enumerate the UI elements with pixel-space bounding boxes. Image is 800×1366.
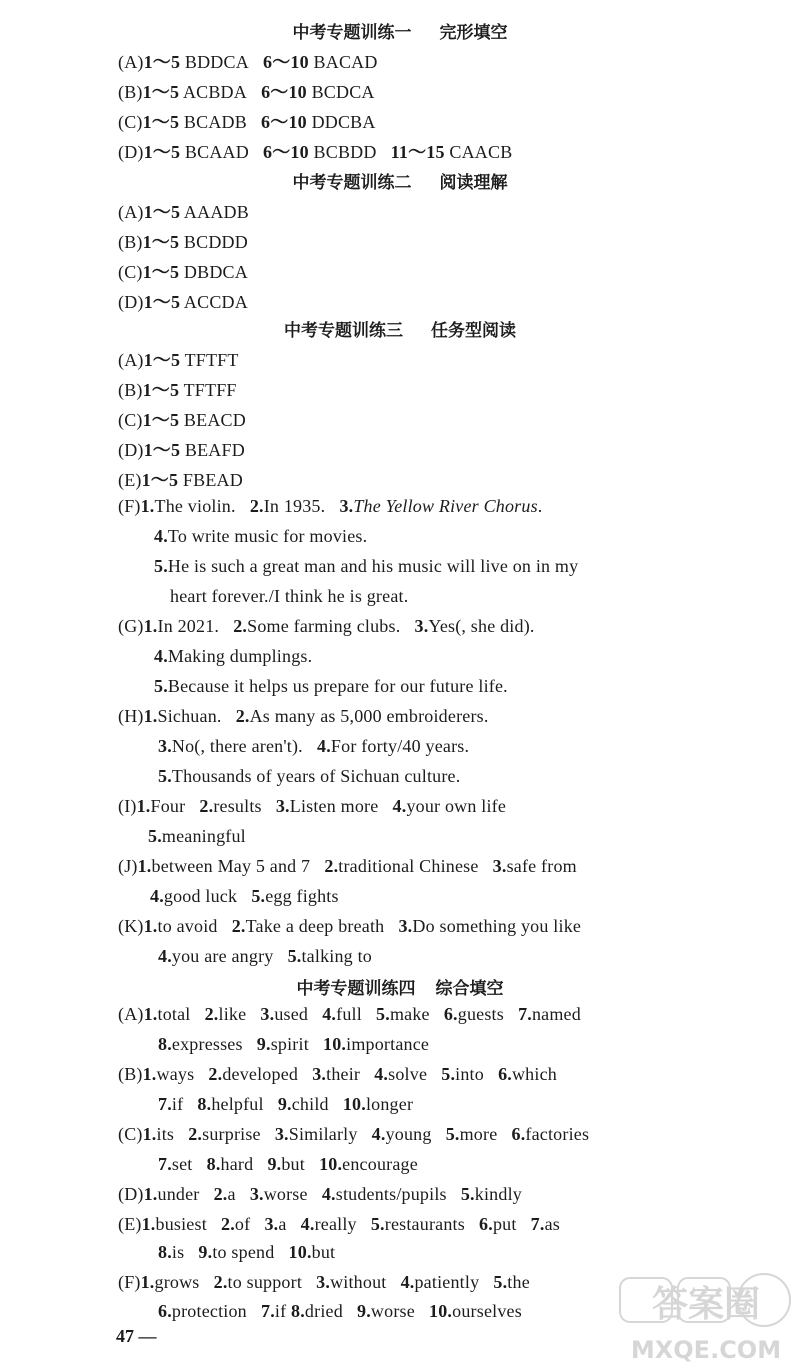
answer-line: 5.Because it helps us prepare for our future life.	[154, 676, 508, 696]
answer-line: (K)1.to avoid 2.Take a deep breath 3.Do something you like	[118, 916, 582, 936]
answer-line: heart forever./I think he is great.	[170, 586, 409, 606]
answer-line: (A)1～5 AAADB	[118, 202, 249, 222]
section-title-main: 中考专题训练四	[296, 979, 416, 999]
answer-line: (C)1～5 DBDCA	[118, 262, 248, 282]
answer-line: (G)1.In 2021. 2.Some farming clubs. 3.Yes(, she did).	[118, 616, 535, 636]
section-title-sub: 综合填空	[435, 979, 504, 999]
answer-line: (A)1～5 TFTFT	[118, 350, 239, 370]
section-title	[0, 18, 800, 43]
answer-line: 7.if 8.helpful 9.child 10.longer	[158, 1094, 414, 1114]
answer-line: (D)1～5 BCAAD 6～10 BCBDD 11～15 CAACB	[118, 142, 513, 162]
answer-line: 4.Making dumplings.	[154, 646, 313, 666]
section-title-sub: 任务型阅读	[431, 321, 516, 341]
answer-line: (D)1.under 2.a 3.worse 4.students/pupils 5.kindly	[118, 1184, 522, 1204]
section-title-main: 中考专题训练一	[292, 23, 412, 43]
section-title-main: 中考专题训练三	[284, 321, 403, 341]
answer-line: (D)1～5 ACCDA	[118, 292, 248, 312]
answer-line: (A)1.total 2.like 3.used 4.full 5.make 6.guests 7.named	[118, 1004, 581, 1024]
answer-line: (J)1.between May 5 and 7 2.traditional Chinese 3.safe from	[118, 856, 577, 876]
answer-line: 3.No(, there aren't). 4.For forty/40 years.	[158, 736, 470, 756]
answer-line: (E)1～5 FBEAD	[118, 470, 243, 490]
section-title	[0, 316, 800, 341]
answer-line: 8.expresses 9.spirit 10.importance	[158, 1034, 430, 1054]
section-title-sub: 完形填空	[439, 23, 508, 43]
answer-line: (C)1～5 BEACD	[118, 410, 246, 430]
answer-line: (C)1～5 BCADB 6～10 DDCBA	[118, 112, 376, 132]
answer-line: (C)1.its 2.surprise 3.Similarly 4.young 5.more 6.factories	[118, 1124, 590, 1144]
answer-line: 7.set 8.hard 9.but 10.encourage	[158, 1154, 418, 1174]
watermark-bottom-text: MXQE.COM	[630, 1336, 782, 1364]
answer-line: (B)1～5 BCDDD	[118, 232, 248, 252]
section-title	[0, 974, 800, 999]
answer-line: 4.you are angry 5.talking to	[158, 946, 372, 966]
answer-line: (I)1.Four 2.results 3.Listen more 4.your own life	[118, 796, 507, 816]
answer-line: 4.To write music for movies.	[154, 526, 368, 546]
answer-line: (D)1～5 BEAFD	[118, 440, 245, 460]
section-title	[0, 168, 800, 193]
answer-line: (B)1～5 TFTFF	[118, 380, 237, 400]
watermark-top-text: 答案圈	[651, 1284, 761, 1325]
answer-line: (A)1～5 BDDCA 6～10 BACAD	[118, 52, 378, 72]
section-title-sub: 阅读理解	[439, 173, 508, 193]
answer-line: 5.meaningful	[148, 826, 246, 846]
answer-line: (B)1.ways 2.developed 3.their 4.solve 5.into 6.which	[118, 1064, 557, 1084]
answer-line: (F)1.The violin. 2.In 1935. 3.The Yellow River Chorus.	[118, 496, 543, 516]
answer-line: 5.He is such a great man and his music will live on in my	[154, 556, 579, 576]
answer-line: (F)1.grows 2.to support 3.without 4.patiently 5.the	[118, 1272, 530, 1292]
answer-line: 5.Thousands of years of Sichuan culture.	[158, 766, 461, 786]
watermark-logo	[612, 1268, 800, 1366]
answer-line: (B)1～5 ACBDA 6～10 BCDCA	[118, 82, 375, 102]
answer-line: 4.good luck 5.egg fights	[150, 886, 339, 906]
page-number: 47 —	[116, 1326, 157, 1346]
answer-line: 6.protection 7.if 8.dried 9.worse 10.ourselves	[158, 1301, 522, 1321]
answer-line: (E)1.busiest 2.of 3.a 4.really 5.restaurants 6.put 7.as	[118, 1214, 560, 1234]
answer-line: 8.is 9.to spend 10.but	[158, 1242, 336, 1262]
answer-line: (H)1.Sichuan. 2.As many as 5,000 embroiderers.	[118, 706, 489, 726]
section-title-main: 中考专题训练二	[292, 173, 412, 193]
